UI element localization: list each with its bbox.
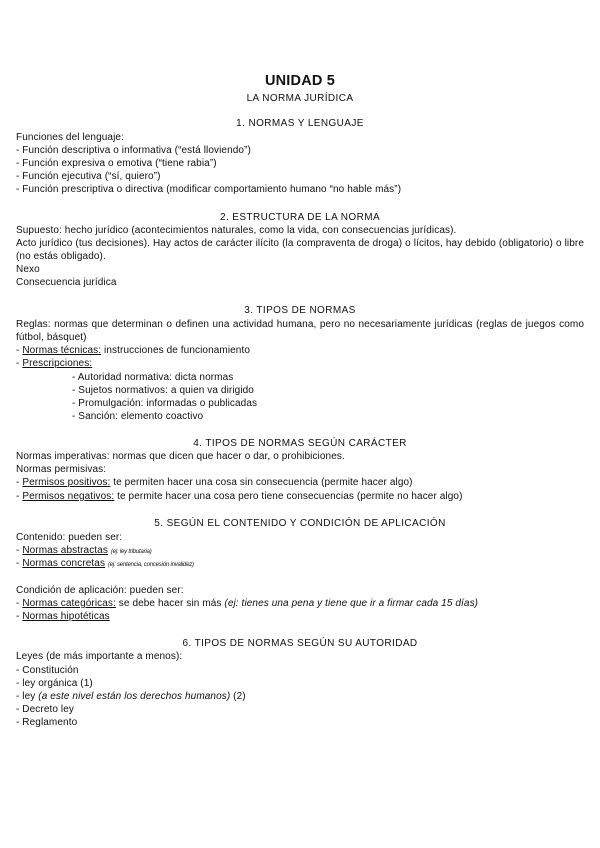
section-5-condicion: Condición de aplicación: pueden ser: — [16, 585, 184, 596]
negativos-label: Permisos negativos: — [22, 491, 115, 502]
section-6-item: - ley orgánica (1) — [16, 678, 93, 689]
section-4-imperativas: Normas imperativas: normas que dicen que hacer o dar, o prohibiciones. — [16, 451, 345, 462]
section-6-ley — [16, 690, 246, 703]
section-5-concretas — [16, 557, 194, 572]
bullet-dash: - — [16, 491, 23, 502]
section-1-item: - Función descriptiva o informativa (“está lloviendo”) — [16, 145, 251, 156]
section-6-leyes: Leyes (de más importante a menos): — [16, 651, 183, 662]
abstractas-label: Normas abstractas — [22, 545, 108, 556]
section-5-hipoteticas — [16, 610, 110, 623]
section-3-heading: 3. TIPOS DE NORMAS — [244, 305, 356, 316]
section-2-consecuencia: Consecuencia jurídica — [16, 277, 117, 288]
section-4-positivos — [16, 476, 413, 489]
section-5-categoricas — [16, 597, 478, 610]
categoricas-note: (ej: tienes una pena y tiene que ir a firmar cada 15 días) — [224, 598, 479, 609]
section-6-item: - Constitución — [16, 665, 79, 676]
bullet-dash: - — [16, 545, 23, 556]
concretas-label: Normas concretas — [22, 558, 106, 569]
bullet-dash: - — [16, 477, 23, 488]
positivos-label: Permisos positivos: — [22, 477, 111, 488]
section-5-heading: 5. SEGÚN EL CONTENIDO Y CONDICIÓN DE APLICACIÓN — [154, 518, 446, 529]
section-3-subitem: - Autoridad normativa: dicta normas — [72, 372, 234, 383]
concretas-note: (ej: sentencia, concesión invalidez) — [107, 562, 194, 568]
bullet-dash: - — [16, 611, 23, 622]
section-4-heading: 4. TIPOS DE NORMAS SEGÚN CARÁCTER — [193, 438, 407, 449]
section-1-item: - Función ejecutiva (“sí, quiero”) — [16, 171, 161, 182]
section-1-item: - Función prescriptiva o directiva (modificar comportamiento humano “no hable más”) — [16, 184, 402, 195]
section-2-supuesto: Supuesto: hecho jurídico (acontecimientos naturales, como la vida, con consecuencias jurídicas). — [16, 225, 457, 236]
bullet-dash: - — [16, 345, 23, 356]
section-3-subitem: - Promulgación: informadas o publicadas — [72, 398, 258, 409]
section-3-subitem: - Sanción: elemento coactivo — [72, 411, 204, 422]
bullet-dash: - — [16, 358, 23, 369]
section-6-heading: 6. TIPOS DE NORMAS SEGÚN SU AUTORIDAD — [182, 638, 418, 649]
section-1-item: - Función expresiva o emotiva (“tiene rabia”) — [16, 158, 217, 169]
section-4-negativos — [16, 490, 463, 503]
ley-suffix: (2) — [230, 691, 246, 702]
abstractas-note: (ej: ley tributaria) — [110, 549, 152, 555]
negativos-text: te permite hacer una cosa pero tiene consecuencias (permite no hacer algo) — [114, 491, 463, 502]
ley-note: (a este nivel están los derechos humanos) — [38, 691, 231, 702]
section-2-nexo: Nexo — [16, 264, 40, 275]
prescripciones-label: Prescripciones: — [22, 358, 93, 369]
section-2-acto: Acto jurídico (tus decisiones). Hay actos de carácter ilícito (la compraventa de droga) o lícitos, hay debido (obligatorio) o libre (no estás obligado). — [16, 238, 584, 262]
section-1-heading: 1. NORMAS Y LENGUAJE — [236, 118, 364, 129]
ley-prefix: - ley — [16, 691, 39, 702]
section-6-item: - Reglamento — [16, 717, 78, 728]
tecnicas-text: instrucciones de funcionamiento — [101, 345, 251, 356]
tecnicas-label: Normas técnicas: — [22, 345, 102, 356]
categoricas-label: Normas categóricas: — [22, 598, 116, 609]
section-6-item: - Decreto ley — [16, 704, 74, 715]
section-3-reglas: Reglas: normas que determinan o definen una actividad humana, pero no necesariamente jurídicas (reglas de juegos como fútbol, básquet) — [16, 319, 584, 343]
hipoteticas-label: Normas hipotéticas — [22, 611, 110, 622]
section-3-subitem: - Sujetos normativos: a quien va dirigido — [72, 385, 254, 396]
page-title: UNIDAD 5 — [264, 73, 336, 89]
positivos-text: te permiten hacer una cosa sin consecuencia (permite hacer algo) — [110, 477, 413, 488]
page-subtitle: LA NORMA JURÍDICA — [246, 93, 354, 104]
section-3-tecnicas — [16, 344, 250, 357]
section-1-intro: Funciones del lenguaje: — [16, 132, 124, 143]
section-5-contenido: Contenido: pueden ser: — [16, 532, 123, 543]
bullet-dash: - — [16, 598, 23, 609]
section-3-prescripciones — [16, 357, 92, 370]
section-2-heading: 2. ESTRUCTURA DE LA NORMA — [219, 212, 381, 223]
categoricas-text: se debe hacer sin más — [115, 598, 225, 609]
section-4-permisivas: Normas permisivas: — [16, 464, 107, 475]
bullet-dash: - — [16, 558, 23, 569]
